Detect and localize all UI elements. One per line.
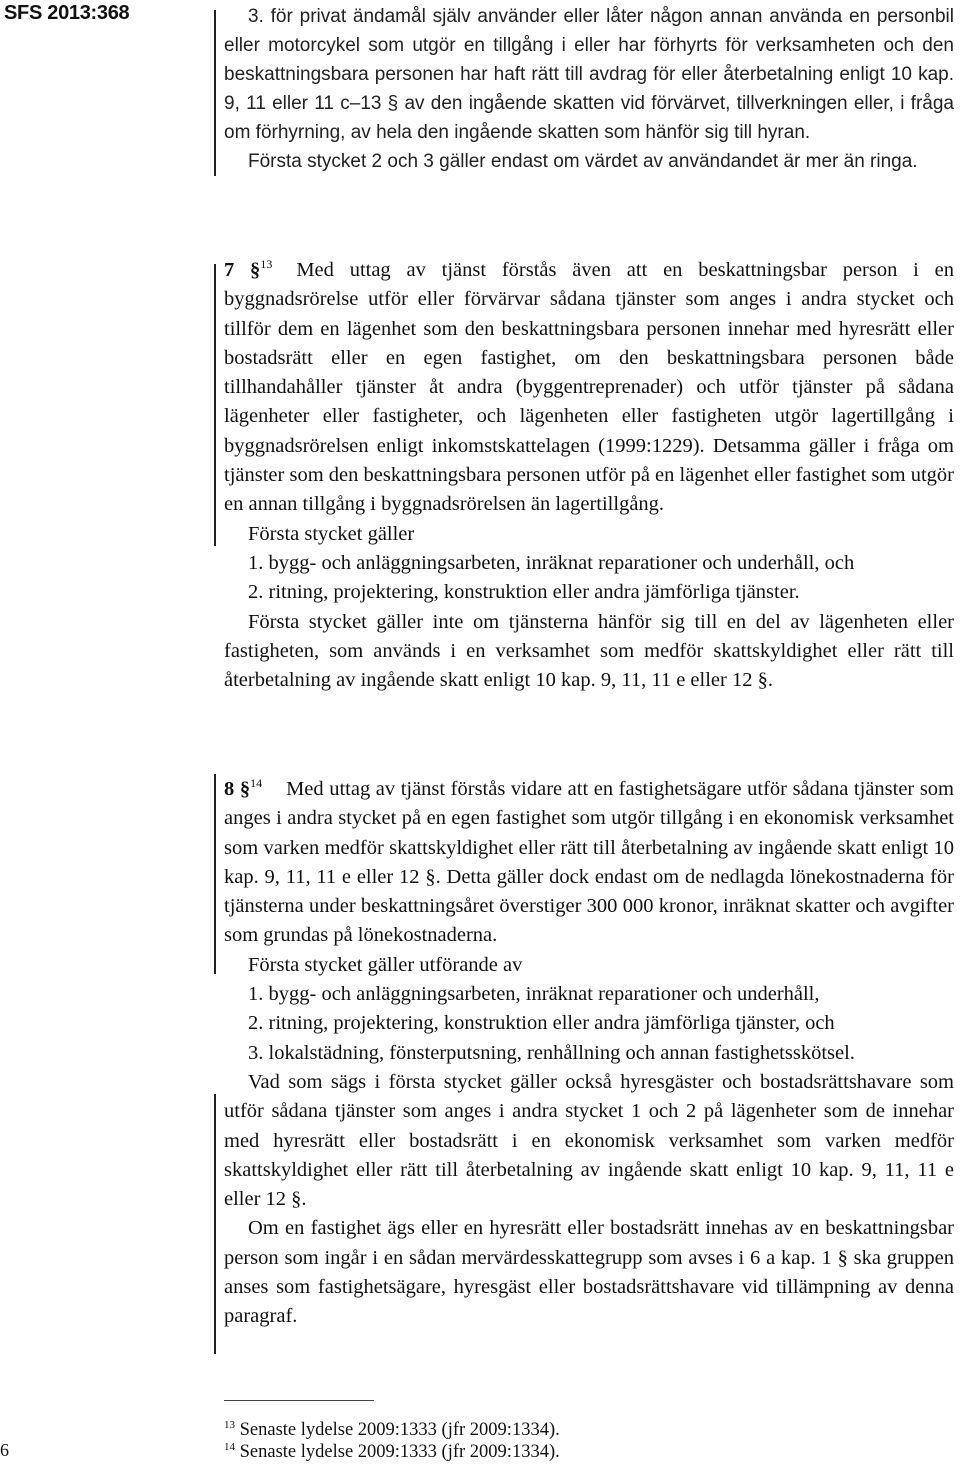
list-item: 2. ritning, projektering, konstruktion eller andra jämförliga tjänster, och	[248, 1012, 835, 1035]
page-number: 6	[0, 1440, 9, 1460]
list-item: 1. bygg- och anläggningsarbeten, inräknat reparationer och underhåll, och	[248, 551, 855, 574]
paragraph: Första stycket gäller inte om tjänsterna hänför sig till en del av lägenheten eller fastigheten, som används i en verksamhet som medför skattskyldighet eller rätt till återbetalning av ingående skatt enligt 10 kap. 9, 11, 11 e eller 12 §.	[224, 610, 954, 692]
section-number: 7 §$^{13}$	[224, 257, 273, 281]
top-block	[224, 2, 954, 176]
paragraph: 7 §$^{13}$ Med uttag av tjänst förstås även att en beskattningsbar person i en byggnadsrörelse utför eller förvärvar sådana tjänster som anges i andra stycket och tillför dem en lägenhet som den beskattningsbara personen innehar med hyresrätt eller bostadsrätt eller en egen fastighet, om den beskattningsbara personen både tillhandahåller tjänster åt andra (byggentreprenader) och utför tjänster på sådana lägenheter eller fastigheter, och lägenheten eller fastigheten utgör lagertillgång i byggnadsrörelsen enligt inkomstskattelagen (1999:1229). Detsamma gäller i fråga om tjänster som den beskattningsbara personen utför på en lägenhet eller fastighet som utgör en annan tillgång i byggnadsrörelsen än lagertillgång.	[224, 257, 955, 516]
list-item: 3. lokalstädning, fönsterputsning, renhållning och annan fastighetsskötsel.	[248, 1041, 855, 1064]
section-7	[224, 256, 954, 695]
footnote-ref: 13	[260, 257, 273, 271]
section-8	[224, 775, 954, 1332]
footnote-rule	[224, 1400, 374, 1401]
footnote-ref: 14	[250, 776, 263, 790]
paragraph: 3. för privat ändamål själv använder eller låter någon annan använda en personbil eller motorcykel som utgör en tillgång i eller har förhyrts för verksamheten och den beskattningsbara personen har haft rätt till avdrag för eller återbetalning enligt 10 kap. 9, 11 eller 11 c–13 § av den ingående skatten vid förvärvet, tillverkningen eller, i fråga om förhyrning, av hela den ingående skatten som hänför sig till hyran.	[224, 6, 954, 143]
paragraph: Första stycket 2 och 3 gäller endast om värdet av användandet är mer än ringa.	[248, 151, 918, 172]
change-bar	[214, 774, 216, 974]
paragraph: Första stycket gäller	[248, 522, 415, 545]
change-bar	[214, 264, 216, 546]
change-bar	[214, 10, 216, 176]
footnote: $^{13}$ Senaste lydelse 2009:1333 (jfr 2009:1334).	[224, 1419, 560, 1440]
paragraph: Om en fastighet ägs eller en hyresrätt eller bostadsrätt innehas av en beskattningsbar person som ingår i en sådan mervärdesskattegrupp som avses i 6 a kap. 1 § ska gruppen anses som fastighetsägare, hyresgäst eller bostadsrättshavare vid tillämpning av denna paragraf.	[224, 1217, 954, 1328]
list-item: 1. bygg- och anläggningsarbeten, inräknat reparationer och underhåll,	[248, 983, 820, 1006]
paragraph: 8 §$^{14}$ Med uttag av tjänst förstås vidare att en fastighetsägare utför sådana tjänster som anges i andra stycket på en egen fastighet som utgör tillgång i en ekonomisk verksamhet som varken medför skattskyldighet eller rätt till återbetalning av ingående skatt enligt 10 kap. 9, 11, 11 e eller 12 §. Detta gäller dock endast om de nedlagda lönekostnaderna för tjänsterna under beskattningsåret överstiger 300 000 kronor, inräknat skatter och avgifter som grundas på lönekostnaderna.	[224, 776, 955, 947]
list-item: 2. ritning, projektering, konstruktion eller andra jämförliga tjänster.	[248, 581, 800, 604]
paragraph: Första stycket gäller utförande av	[248, 953, 523, 976]
section-number: 8 §$^{14}$	[224, 776, 263, 800]
paragraph: Vad som sägs i första stycket gäller också hyresgäster och bostadsrättshavare som utför sådana tjänster som anges i andra stycket 1 och 2 på lägenheter som de innehar med hyresrätt eller bostadsrätt i en ekonomisk verksamhet som varken medför skattskyldighet eller rätt till återbetalning av ingående skatt enligt 10 kap. 9, 11, 11 e eller 12 §.	[224, 1070, 954, 1211]
sfs-number: SFS 2013:368	[4, 2, 130, 24]
change-bar	[214, 1094, 216, 1354]
footnote: $^{14}$ Senaste lydelse 2009:1333 (jfr 2009:1334).	[224, 1441, 560, 1462]
